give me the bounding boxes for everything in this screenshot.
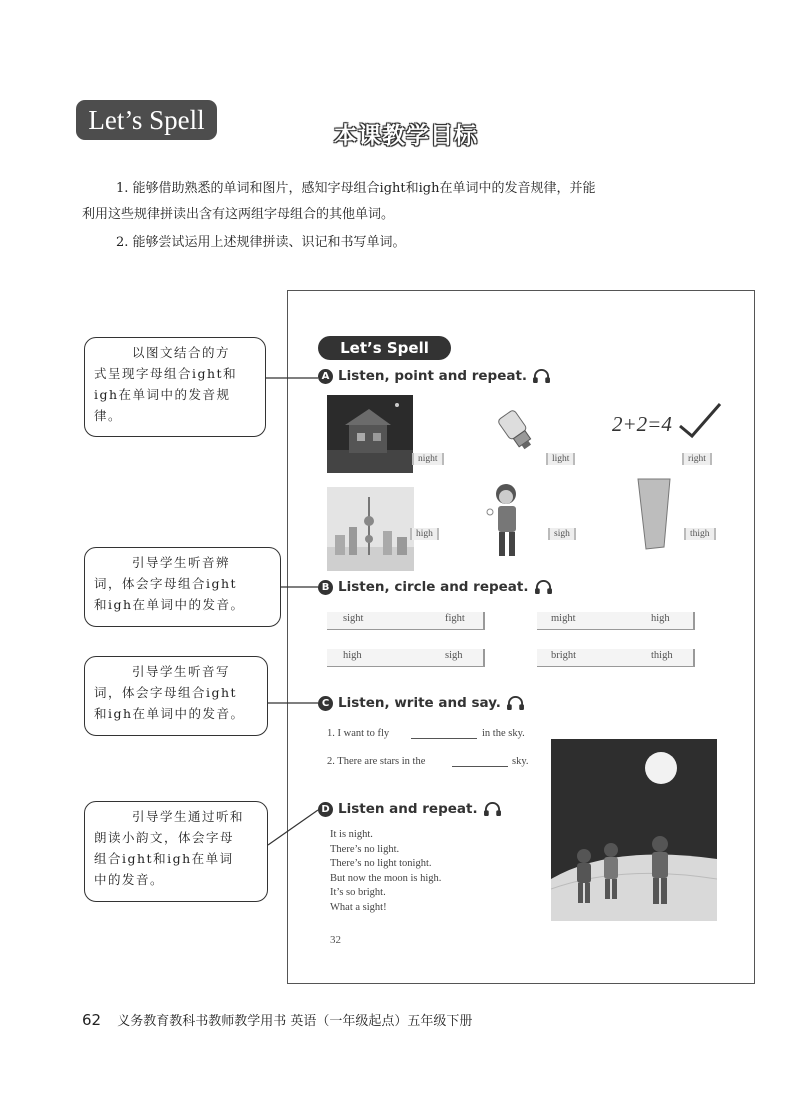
section-b-letter: B: [318, 580, 333, 595]
headphones-icon: [483, 801, 502, 817]
circle-word-option[interactable]: might: [551, 613, 576, 624]
section-b-heading: [318, 579, 553, 595]
note-line: 词，体会字母组合ight: [94, 685, 238, 700]
sentence-2-start: 2. There are stars in the: [327, 756, 426, 767]
goal-2: 2. 能够尝试运用上述规律拼读、识记和书写单词。: [116, 235, 406, 250]
word-label-thigh: thigh: [684, 528, 716, 540]
circle-word-option[interactable]: sigh: [445, 650, 463, 661]
thigh-leg-picture: [632, 477, 676, 555]
note-line: 引导学生听音辨: [132, 555, 231, 570]
section-a-letter: A: [318, 369, 333, 384]
circle-word-option[interactable]: high: [343, 650, 362, 661]
note-line: igh在单词中的发音规: [94, 387, 231, 402]
rhyme-line: There’s no light.: [330, 843, 400, 855]
note-line: 引导学生通过听和: [132, 809, 245, 824]
section-c-heading: [318, 695, 525, 711]
goal-1-line-2: 利用这些规律拼读出含有这两组字母组合的其他单词。: [82, 207, 395, 222]
circle-word-option[interactable]: sight: [343, 613, 364, 624]
note-box-1: [84, 337, 266, 437]
note-line: 和igh在单词中的发音。: [94, 706, 245, 721]
section-c-letter: C: [318, 696, 333, 711]
section-a-title: Listen, point and repeat.: [338, 368, 528, 384]
goal-1-line-1: 1. 能够借助熟悉的单词和图片，感知字母组合ight和igh在单词中的发音规律，并能: [116, 181, 596, 196]
section-d-letter: D: [318, 802, 333, 817]
circle-pair-box: [537, 612, 695, 630]
rhyme-line: It’s so bright.: [330, 887, 386, 898]
blank-2[interactable]: [452, 766, 508, 767]
check-mark-icon: [676, 400, 724, 440]
moon-night-picture: [551, 739, 717, 921]
circle-word-option[interactable]: thigh: [651, 650, 673, 661]
textbook-page-number: 32: [330, 934, 341, 946]
math-equation: 2+2=4: [612, 412, 672, 436]
night-house-picture: [327, 395, 413, 473]
note-box-3: [84, 656, 268, 736]
light-bulb-picture: [490, 405, 546, 460]
rhyme-line: But now the moon is high.: [330, 872, 442, 884]
circle-pair-box: [327, 649, 485, 667]
word-label-high: high: [410, 528, 439, 540]
book-title: 义务教育教科书教师教学用书 英语（一年级起点）五年级下册: [117, 1014, 473, 1029]
sentence-1-end: in the sky.: [482, 728, 525, 739]
headphones-icon: [534, 579, 553, 595]
circle-pair-box: [537, 649, 695, 667]
rhyme-text: [330, 828, 441, 915]
note-line: 以图文结合的方: [132, 345, 231, 360]
word-label-sigh: sigh: [548, 528, 576, 540]
section-c-title: Listen, write and say.: [338, 695, 501, 711]
textbook-lets-spell-badge: Let’s Spell: [318, 336, 451, 360]
sentence-2-end: sky.: [512, 756, 529, 767]
rhyme-line: It is night.: [330, 829, 373, 840]
word-label-night: night: [412, 453, 444, 465]
circle-word-option[interactable]: high: [651, 613, 670, 624]
section-a-heading: [318, 368, 551, 384]
page-footer: [82, 1010, 472, 1029]
teaching-goals-title: 本课教学目标: [334, 123, 478, 149]
circle-pair-box: [327, 612, 485, 630]
note-line: 律。: [94, 408, 123, 423]
headphones-icon: [506, 695, 525, 711]
circle-word-option[interactable]: bright: [551, 650, 577, 661]
note-line: 词，体会字母组合ight: [94, 576, 238, 591]
note-line: 引导学生听音写: [132, 664, 231, 679]
rhyme-line: There’s no light tonight.: [330, 858, 432, 869]
city-skyline-picture: [327, 487, 414, 571]
section-b-title: Listen, circle and repeat.: [338, 579, 529, 595]
word-label-light: light: [546, 453, 575, 465]
note-box-2: [84, 547, 281, 627]
sighing-boy-picture: [482, 480, 542, 558]
page-number: 62: [82, 1011, 102, 1029]
note-box-4: [84, 801, 268, 902]
note-line: 朗读小韵文，体会字母: [94, 830, 235, 845]
section-d-heading: [318, 801, 502, 817]
note-line: 组合ight和igh在单词: [94, 851, 234, 866]
headphones-icon: [532, 368, 551, 384]
word-label-right: right: [682, 453, 712, 465]
note-line: 式呈现字母组合ight和: [94, 366, 238, 381]
blank-1[interactable]: [411, 738, 477, 739]
rhyme-line: What a sight!: [330, 901, 387, 913]
circle-word-option[interactable]: fight: [445, 613, 465, 624]
lets-spell-header-badge: Let’s Spell: [76, 100, 217, 140]
section-d-title: Listen and repeat.: [338, 801, 478, 817]
sentence-1-start: 1. I want to fly: [327, 728, 390, 739]
note-line: 中的发音。: [94, 872, 165, 887]
note-line: 和igh在单词中的发音。: [94, 597, 245, 612]
